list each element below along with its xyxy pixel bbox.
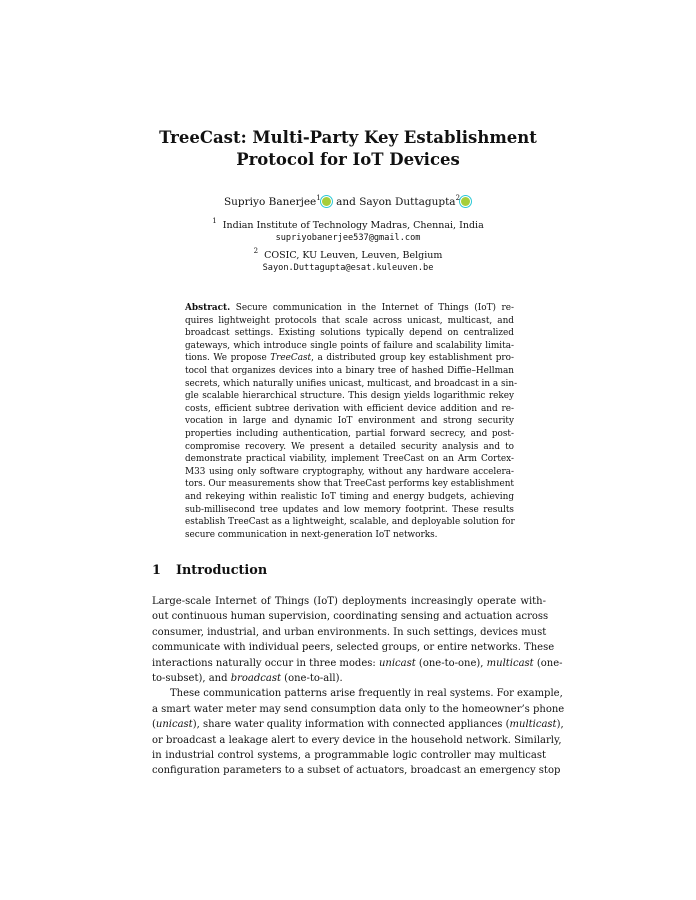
body-line: interactions naturally occur in three modes: unicast (one-to-one), multicast (one- — [152, 657, 563, 669]
paper-title — [0, 127, 696, 171]
section-title: Introduction — [176, 563, 268, 578]
abstract — [185, 302, 518, 541]
body-line: configuration parameters to a subset of actuators, broadcast an emergency stop — [152, 765, 561, 777]
abstract-line: tions. We propose TreeCast, a distributed group key establishment pro- — [185, 353, 514, 364]
author-1-affil-mark: 1 — [316, 194, 321, 202]
author-2-affil-mark: 2 — [455, 194, 461, 202]
abstract-line: secure communication in next-generation IoT networks. — [185, 529, 438, 540]
body-line: These communication patterns arise frequently in real systems. For example, — [170, 688, 563, 700]
abstract-line: costs, efficient subtree derivation with efficient device addition and re- — [185, 403, 514, 414]
author-list — [0, 191, 696, 209]
abstract-line: vocation in large and dynamic IoT environment and strong security — [185, 416, 514, 427]
orcid-icon[interactable] — [461, 197, 470, 206]
title-line-1: TreeCast: Multi-Party Key Establishment — [159, 128, 537, 147]
body-line: consumer, industrial, and urban environments. In such settings, devices must — [152, 626, 547, 638]
abstract-line: secrets, which naturally unifies unicast, multicast, and broadcast in a sin- — [185, 378, 518, 389]
body-line: in industrial control systems, a programmable logic controller may multicast — [152, 750, 546, 762]
author-2-name[interactable]: Sayon Duttagupta — [359, 196, 456, 208]
body-line: out continuous human supervision, coordinating sensing and actuation across — [152, 611, 549, 623]
author-1-name[interactable]: Supriyo Banerjee — [223, 196, 317, 208]
body-line: to-subset), and broadcast (one-to-all). — [152, 673, 343, 685]
affiliation-2: $^2$ COSIC, KU Leuven, Leuven, Belgium — [253, 247, 443, 261]
body-line: a smart water meter may send consumption data only to the homeowner’s phone — [152, 703, 565, 715]
author-conjunction: and — [336, 196, 356, 208]
abstract-line: quires lightweight protocols that scale across unicast, multicast, and — [185, 315, 514, 326]
body-line: Large-scale Internet of Things (IoT) deployments increasingly operate with- — [152, 596, 546, 607]
title-line-2: Protocol for IoT Devices — [236, 150, 460, 169]
affiliations — [0, 215, 696, 275]
abstract-line: M33 using only software cryptography, without any hardware accelera- — [185, 466, 514, 477]
body-line: communicate with individual peers, selected groups, or entire networks. These — [152, 642, 555, 654]
affiliation-1: $^1$ Indian Institute of Technology Madras, Chennai, India — [212, 217, 484, 231]
body-line: (unicast), share water quality information with connected appliances (multicast), — [152, 719, 564, 731]
abstract-line: compromise recovery. We present a detailed security analysis and to — [185, 441, 514, 452]
body-line: or broadcast a leakage alert to every device in the household network. Similarly, — [152, 734, 562, 746]
section-heading — [152, 563, 267, 578]
abstract-line: Abstract. Secure communication in the Internet of Things (IoT) re- — [185, 303, 514, 313]
affiliation-1-email[interactable]: supriyobanerjee537@gmail.com — [275, 233, 421, 243]
abstract-line: gle scalable hierarchical structure. This design yields logarithmic rekey — [185, 391, 514, 402]
abstract-line: demonstrate practical viability, implement TreeCast on an Arm Cortex- — [185, 454, 514, 465]
abstract-label: Abstract. — [185, 303, 231, 313]
abstract-line: establish TreeCast as a lightweight, scalable, and deployable solution for — [185, 517, 515, 528]
body-text — [152, 594, 565, 779]
abstract-line: tors. Our measurements show that TreeCast performs key establishment — [185, 479, 514, 490]
abstract-line: tocol that organizes devices into a binary tree of hashed Diffie–Hellman — [185, 365, 514, 376]
abstract-line: broadcast settings. Existing solutions typically depend on centralized — [185, 328, 514, 339]
abstract-line: properties including authentication, partial forward secrecy, and post- — [185, 428, 514, 439]
abstract-line: sub-millisecond tree updates and low memory footprint. These results — [185, 504, 514, 515]
orcid-icon[interactable] — [322, 197, 331, 206]
abstract-line: and rekeying within realistic IoT timing and energy budgets, achieving — [185, 491, 514, 502]
section-number: 1 — [152, 563, 161, 578]
affiliation-2-email[interactable]: Sayon.Duttagupta@esat.kuleuven.be — [262, 263, 434, 273]
abstract-line: gateways, which introduce single points of failure and scalability limita- — [185, 340, 514, 351]
